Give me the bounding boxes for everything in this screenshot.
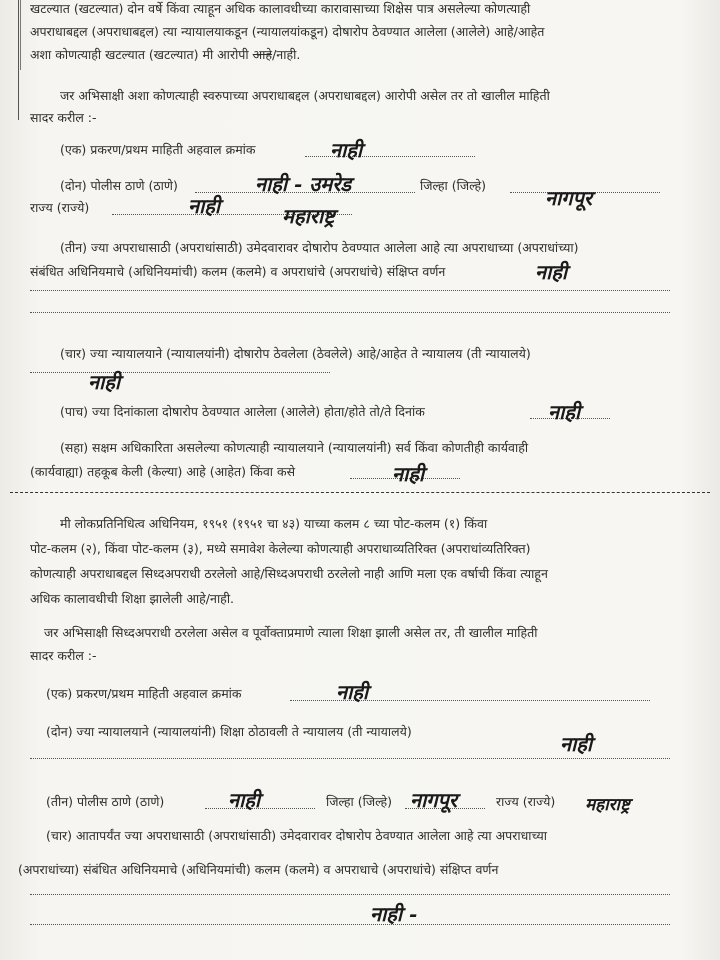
question-label: संबंधित अधिनियमाचे (अधिनियमांची) कलम (कलमे) व अपराधांचे (अपराधांचे) संक्षिप्त वर्णन [30,264,446,279]
question-label: (दोन) पोलीस ठाणे (ठाणे) [60,178,178,193]
text-fragment: अशा कोणत्याही खटल्यात (खटल्यात) मी आरोपी [30,47,249,62]
text-line: सादर करील :- [30,110,97,125]
handwritten-answer: नाही - [370,902,418,926]
text-line: अधिक कालावधीची शिक्षा झालेली आहे/नाही. [30,591,235,606]
handwritten-answer: नाही [392,462,425,486]
handwritten-answer: नाही [188,194,221,218]
handwritten-answer: नाही [228,788,261,812]
text-line: खटल्यात (खटल्यात) दोन वर्षे किंवा त्याहून अधिक कालावधीच्या कारावासाच्या शिक्षेस पात्र असलेल्या कोणत्याही [30,1,531,16]
text-line: अपराधाबद्दल (अपराधाबद्दल) त्या न्यायालयाकडून (न्यायालयांकडून) दोषारोप ठेवण्यात आलेला (आलेले) आहे/आहेत [30,24,545,39]
text-line: जर अभिसाक्षी सिध्दअपराधी ठरलेला असेल व पूर्वोक्ताप्रमाणे त्याला शिक्षा झाली असेल तर, ती खालील माहिती [44,625,538,640]
struck-option: आहे [252,47,273,62]
handwritten-answer: नाही [560,732,593,756]
question-label: (तीन) पोलीस ठाणे (ठाणे) [46,794,165,809]
fill-line [30,290,670,291]
handwritten-answer: महाराष्ट्र [585,795,630,815]
handwritten-answer: नाही [535,260,568,284]
question-label: (दोन) ज्या न्यायालयाने (न्यायालयांनी) शिक्षा ठोठावली ते न्यायालय (ती न्यायालये) [46,724,412,739]
question-label: (तीन) ज्या अपराधासाठी (अपराधांसाठी) उमेदवारावर दोषारोप ठेवण्यात आलेला आहे त्या अपराधाच्या (अपराधांच्या) [60,240,579,255]
text-line: पोट-कलम (२), किंवा पोट-कलम (३), मध्ये समावेश केलेल्या कोणत्याही अपराधाव्यतिरिक्त (अपराधांव्यतिरिक्त) [30,541,531,556]
margin-rule [18,0,19,120]
fill-line [30,924,670,925]
handwritten-answer: नाही [88,370,121,394]
fill-line [30,758,670,759]
text-line [30,47,300,62]
question-label: राज्य (राज्ये) [496,794,556,809]
question-label: (चार) आतापर्यंत ज्या अपराधासाठी (अपराधांसाठी) उमेदवारावर दोषारोप ठेवण्यात आलेला आहे त्या अपराधाच्या [46,828,547,843]
section-divider [10,492,710,493]
text-line: जर अभिसाक्षी अशा कोणत्याही स्वरुपाच्या अपराधाबद्दल (अपराधाबद्दल) आरोपी असेल तर तो खालील माहिती [60,88,550,103]
question-label: (सहा) सक्षम अधिकारिता असलेल्या कोणत्याही न्यायालयाने (न्यायालयांनी) सर्व किंवा कोणतीही कार्यवाही [60,440,529,455]
question-label: (एक) प्रकरण/प्रथम माहिती अहवाल क्रमांक [60,142,256,157]
question-label: (चार) ज्या न्यायालयाने (न्यायालयांनी) दोषारोप ठेवलेला (ठेवलेले) आहे/आहेत ते न्यायालय (ती न्यायालये) [60,346,531,361]
question-label: (अपराधांच्या) संबंधित अधिनियमाचे (अधिनियमांची) कलम (कलमे) व अपराधाचे (अपराधांचे) संक्षिप्त वर्णन [18,862,499,877]
question-label: राज्य (राज्ये) [30,200,90,215]
question-label: (पाच) ज्या दिनांकाला दोषारोप ठेवण्यात आलेला (आलेले) होता/होते तो/ते दिनांक [60,404,425,419]
text-fragment: /नाही. [272,47,301,62]
handwritten-answer: महाराष्ट्र [282,204,335,228]
handwritten-answer: नागपूर [545,186,593,210]
text-line: कोणत्याही अपराधाबद्दल सिध्दअपराधी ठरलेलो आहे/सिध्दअपराधी ठरलेलो नाही आणि मला एक वर्षाची किंवा त्याहून [30,566,548,581]
question-label: जिल्हा (जिल्हे) [326,794,393,809]
handwritten-answer: नाही - उमरेड [255,172,352,196]
handwritten-answer: नागपूर [410,788,458,812]
fill-line [30,894,670,895]
handwritten-answer: नाही [548,400,581,424]
question-label: जिल्हा (जिल्हे) [420,178,487,193]
question-label: (एक) प्रकरण/प्रथम माहिती अहवाल क्रमांक [46,686,242,701]
text-line: सादर करील :- [30,648,97,663]
handwritten-answer: नाही [336,680,369,704]
handwritten-answer: नाही [330,138,363,162]
fill-line [30,312,670,313]
text-line: मी लोकप्रतिनिधित्व अधिनियम, १९५१ (१९५१ चा ४३) याच्या कलम ८ च्या पोट-कलम (१) किंवा [60,516,488,531]
question-label: (कार्यवाह्या) तहकूब केली (केल्या) आहे (आहेत) किंवा कसे [30,464,296,479]
fill-line [30,372,330,373]
margin-rule [20,0,21,70]
